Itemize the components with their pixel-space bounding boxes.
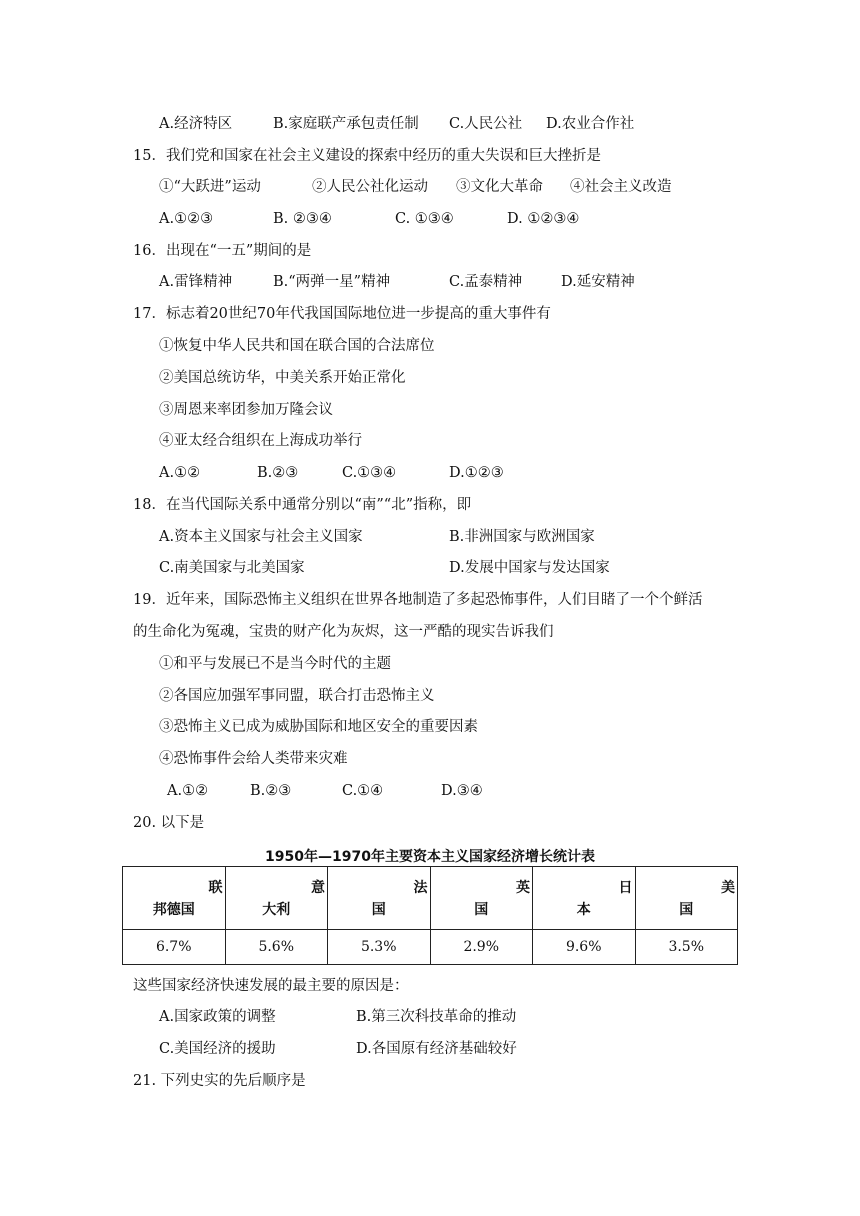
q19-option-d: D.③④ (441, 783, 483, 799)
q14-option-b: B.家庭联产承包责任制 (273, 116, 419, 132)
q17-option-d: D.①②③ (449, 465, 504, 481)
q18-option-a: A.资本主义国家与社会主义国家 (159, 529, 363, 545)
q15-option-d: D. ①②③④ (507, 211, 580, 227)
q15-option-b: B. ②③④ (273, 211, 332, 227)
q18-stem: 18．在当代国际关系中通常分别以“南”“北”指称，即 (133, 497, 472, 513)
q19-option-b: B.②③ (250, 783, 292, 799)
q15-item-2: ②人民公社化运动 (312, 179, 428, 195)
q17-option-c: C.①③④ (342, 465, 397, 481)
growth-table (122, 866, 738, 965)
q18-option-d: D.发展中国家与发达国家 (449, 560, 610, 576)
q16-stem: 16．出现在“一五”期间的是 (133, 243, 312, 259)
q17-stem: 17．标志着20世纪70年代我国国际地位进一步提高的重大事件有 (133, 306, 551, 322)
header-cell-japan (533, 867, 636, 930)
q19-option-c: C.①④ (342, 783, 384, 799)
q17-option-a: A.①② (159, 465, 201, 481)
header-top: 美 (721, 880, 735, 896)
q16-option-d: D.延安精神 (561, 274, 635, 290)
q19-item-1: ①和平与发展已不是当今时代的主题 (159, 656, 391, 672)
q15-option-c: C. ①③④ (395, 211, 454, 227)
q19-item-2: ②各国应加强军事同盟，联合打击恐怖主义 (159, 688, 435, 704)
q20-option-d: D.各国原有经济基础较好 (356, 1041, 517, 1057)
q15-option-a: A.①②③ (159, 211, 214, 227)
q19-option-a: A.①② (167, 783, 209, 799)
q14-option-c: C.人民公社 (449, 116, 523, 132)
q17-item-3: ③周恩来率团参加万隆会议 (159, 402, 333, 418)
q19-item-4: ④恐怖事件会给人类带来灾难 (159, 751, 348, 767)
header-bottom: 国 (371, 902, 386, 918)
q21-stem: 21. 下列史实的先后顺序是 (133, 1073, 306, 1089)
q14-option-d: D.农业合作社 (546, 116, 635, 132)
q19-stem-line2: 的生命化为冤魂，宝贵的财产化为灰烬，这一严酷的现实告诉我们 (133, 624, 554, 640)
value-cell: 6.7% (123, 930, 226, 965)
header-top: 意 (311, 880, 325, 896)
header-cell-italy (225, 867, 328, 930)
q16-option-a: A.雷锋精神 (159, 274, 233, 290)
table-header-row (123, 867, 738, 930)
q20-stem: 20. 以下是 (133, 815, 205, 831)
q15-item-1: ①“大跃进”运动 (159, 179, 261, 195)
header-bottom: 大利 (262, 902, 291, 918)
header-bottom: 国 (679, 902, 694, 918)
q19-item-3: ③恐怖主义已成为威胁国际和地区安全的重要因素 (159, 719, 478, 735)
q17-item-1: ①恢复中华人民共和国在联合国的合法席位 (159, 338, 435, 354)
header-top: 联 (208, 880, 223, 896)
table-row (123, 930, 738, 965)
q17-item-4: ④亚太经合组织在上海成功举行 (159, 433, 362, 449)
q14-option-a: A.经济特区 (159, 116, 233, 132)
table-title: 1950年—1970年主要资本主义国家经济增长统计表 (265, 849, 595, 865)
q18-option-b: B.非洲国家与欧洲国家 (449, 529, 595, 545)
q17-item-2: ②美国总统访华，中美关系开始正常化 (159, 370, 406, 386)
value-cell: 9.6% (533, 930, 636, 965)
header-top: 法 (413, 880, 428, 896)
header-bottom: 邦德国 (152, 902, 195, 918)
q15-stem: 15．我们党和国家在社会主义建设的探索中经历的重大失误和巨大挫折是 (133, 148, 601, 164)
value-cell: 3.5% (635, 930, 738, 965)
q20-option-c: C.美国经济的援助 (159, 1041, 276, 1057)
header-cell-west-germany (123, 867, 226, 930)
header-bottom: 国 (474, 902, 489, 918)
q20-option-a: A.国家政策的调整 (159, 1009, 276, 1025)
value-cell: 5.6% (225, 930, 328, 965)
q16-option-c: C.孟泰精神 (449, 274, 523, 290)
value-cell: 5.3% (328, 930, 431, 965)
q15-item-3: ③文化大革命 (456, 179, 543, 195)
header-bottom: 本 (576, 902, 591, 918)
q16-option-b: B.“两弹一星”精神 (273, 274, 391, 290)
q20-option-b: B.第三次科技革命的推动 (356, 1009, 517, 1025)
value-cell: 2.9% (430, 930, 533, 965)
q18-option-c: C.南美国家与北美国家 (159, 560, 305, 576)
header-cell-usa (635, 867, 738, 930)
header-cell-uk (430, 867, 533, 930)
q15-item-4: ④社会主义改造 (570, 179, 672, 195)
header-cell-france (328, 867, 431, 930)
header-top: 英 (516, 880, 530, 896)
q20-question: 这些国家经济快速发展的最主要的原因是： (133, 978, 409, 994)
q17-option-b: B.②③ (257, 465, 299, 481)
header-top: 日 (618, 880, 633, 896)
q19-stem-line1: 19．近年来，国际恐怖主义组织在世界各地制造了多起恐怖事件，人们目睹了一个个鲜活 (133, 592, 703, 608)
